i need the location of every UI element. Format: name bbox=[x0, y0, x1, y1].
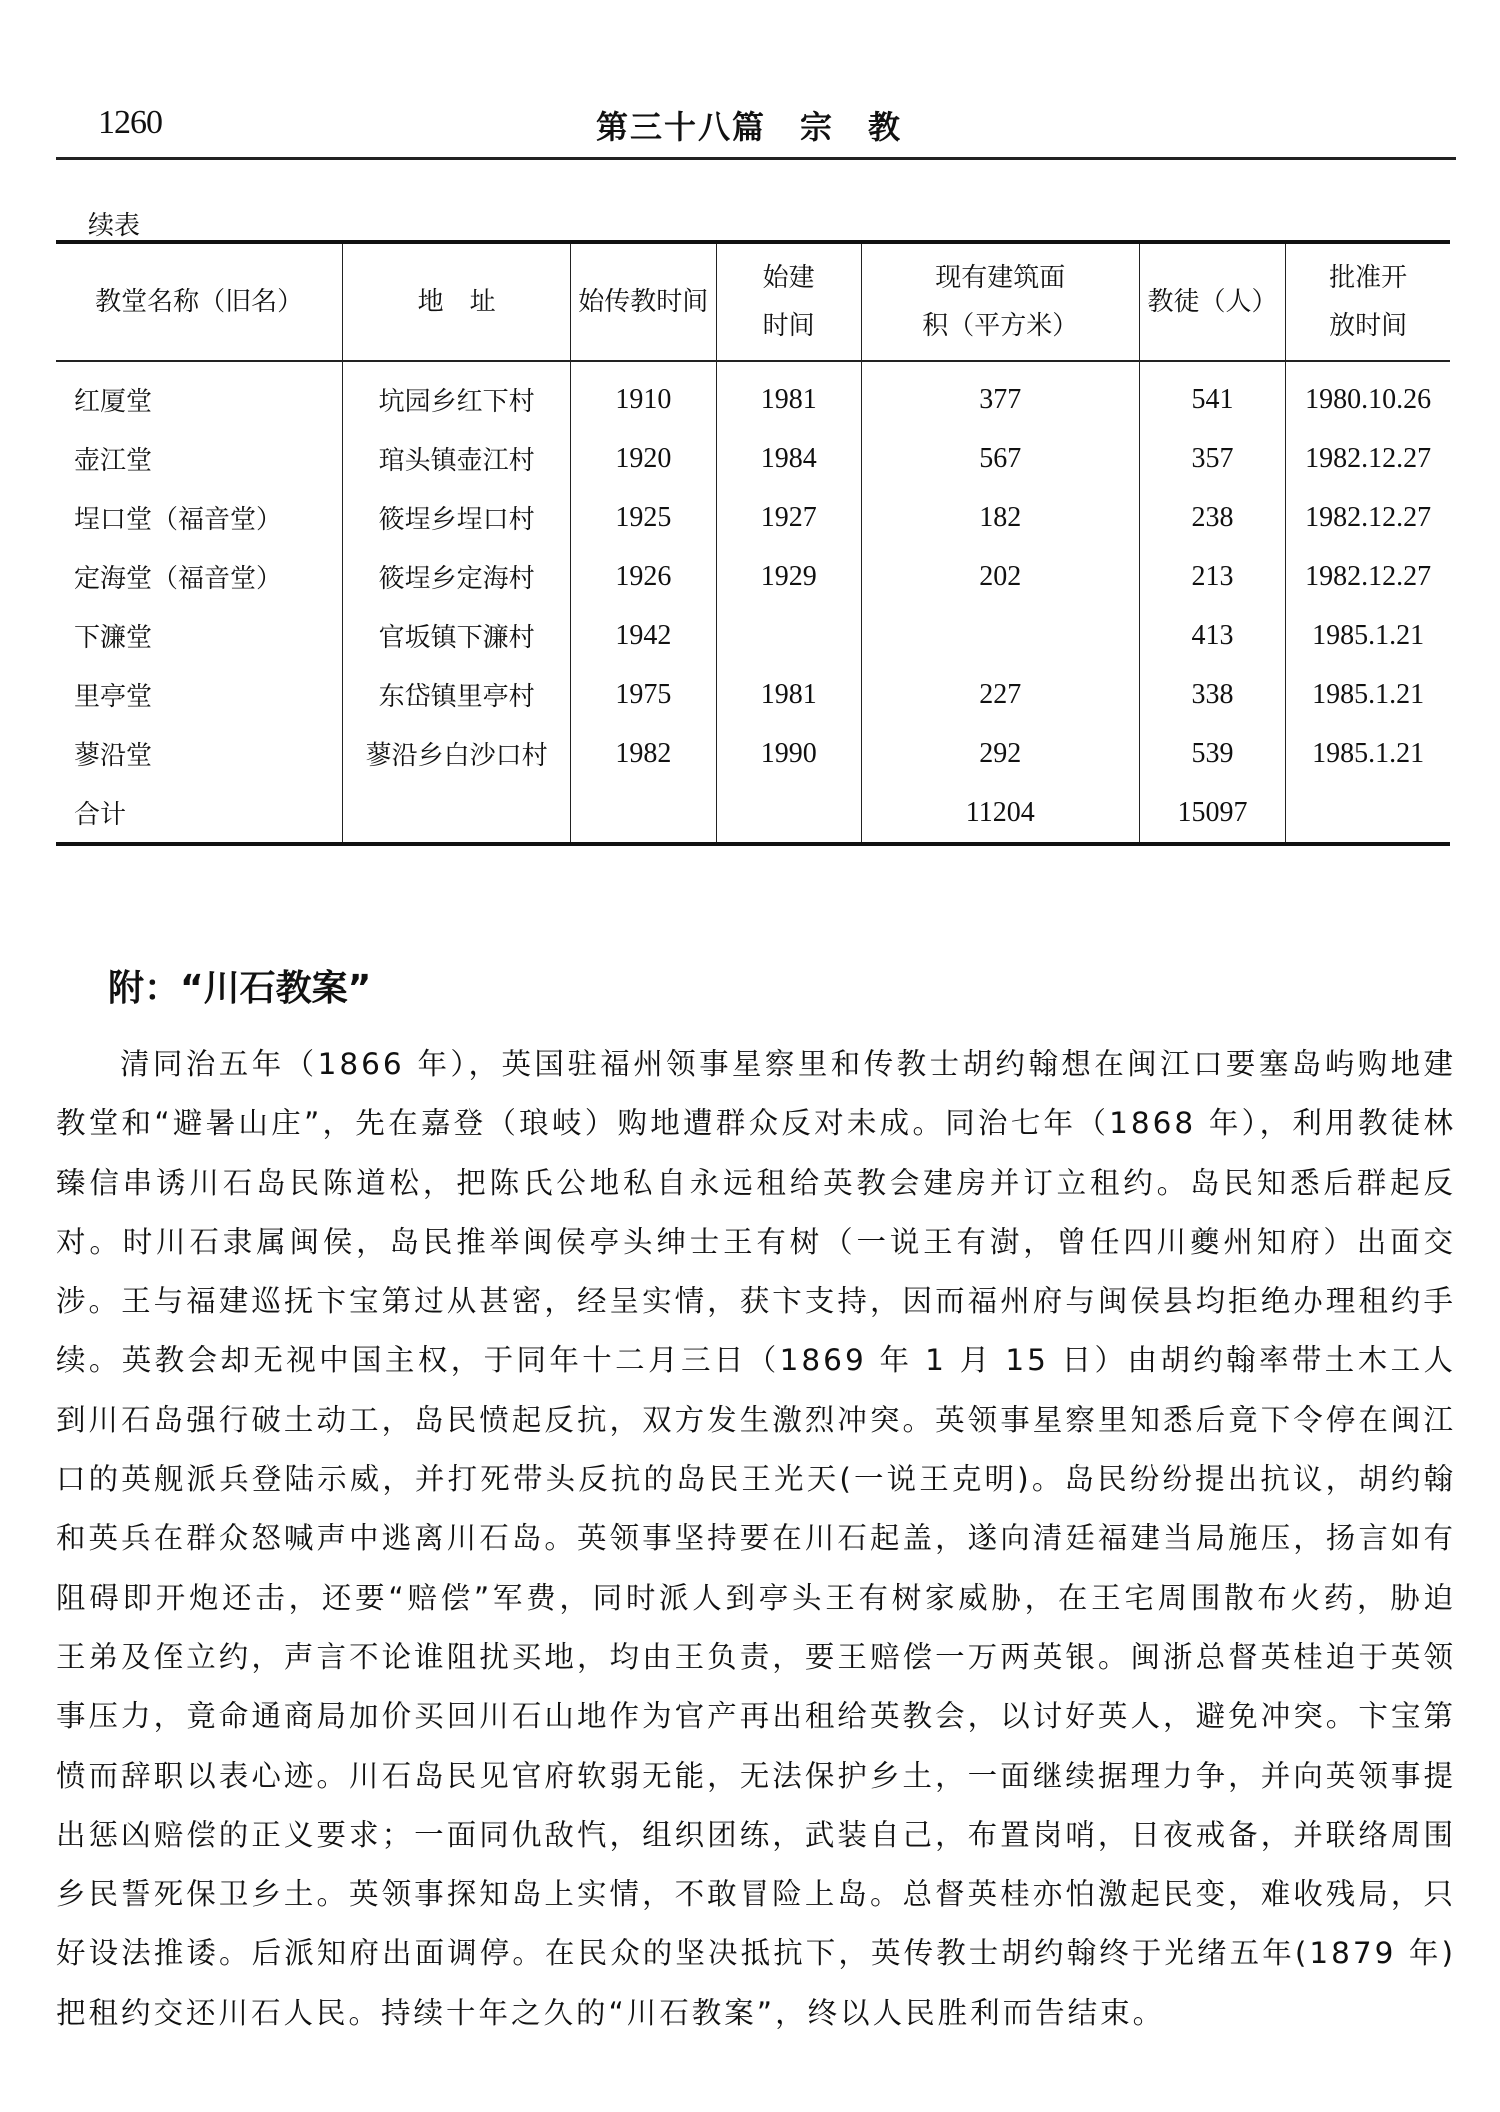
cell-address bbox=[343, 783, 571, 844]
cell-members: 413 bbox=[1139, 606, 1286, 665]
cell-name: 下濂堂 bbox=[74, 623, 153, 653]
cell-approved: 1985.1.21 bbox=[1286, 665, 1450, 724]
cell-area: 202 bbox=[861, 547, 1139, 606]
table-row bbox=[56, 665, 1450, 724]
cell-members: 338 bbox=[1139, 665, 1286, 724]
cell-area: 11204 bbox=[861, 783, 1139, 844]
table-row bbox=[56, 488, 1450, 547]
cell-built bbox=[716, 783, 861, 844]
table-row bbox=[56, 361, 1450, 429]
running-title: 第三十八篇 宗 教 bbox=[596, 108, 903, 146]
column-header-approved: 批准开 放时间 bbox=[1286, 242, 1450, 361]
cell-name: 里亭堂 bbox=[74, 682, 153, 712]
cell-area: 292 bbox=[861, 724, 1139, 783]
cell-name: 埕口堂（福音堂） bbox=[74, 505, 283, 535]
column-header-mission-start: 始传教时间 bbox=[571, 242, 716, 361]
church-table bbox=[56, 240, 1450, 846]
section-title: 附：“川石教案” bbox=[108, 968, 372, 1009]
cell-approved bbox=[1286, 783, 1450, 844]
cell-approved: 1980.10.26 bbox=[1286, 361, 1450, 429]
cell-area bbox=[861, 606, 1139, 665]
cell-built: 1981 bbox=[716, 361, 861, 429]
cell-area: 227 bbox=[861, 665, 1139, 724]
cell-address: 蓼沿乡白沙口村 bbox=[343, 724, 571, 783]
cell-address: 琯头镇壶江村 bbox=[343, 429, 571, 488]
cell-address: 筱埕乡埕口村 bbox=[343, 488, 571, 547]
cell-name: 壶江堂 bbox=[74, 446, 153, 476]
table-row bbox=[56, 606, 1450, 665]
cell-built: 1929 bbox=[716, 547, 861, 606]
cell-mission-start bbox=[571, 783, 716, 844]
cell-area: 377 bbox=[861, 361, 1139, 429]
cell-mission-start: 1910 bbox=[571, 361, 716, 429]
table-row bbox=[56, 724, 1450, 783]
column-header-members: 教徒（人） bbox=[1139, 242, 1286, 361]
cell-mission-start: 1982 bbox=[571, 724, 716, 783]
cell-mission-start: 1925 bbox=[571, 488, 716, 547]
cell-members: 539 bbox=[1139, 724, 1286, 783]
cell-members: 541 bbox=[1139, 361, 1286, 429]
cell-members: 15097 bbox=[1139, 783, 1286, 844]
cell-mission-start: 1920 bbox=[571, 429, 716, 488]
cell-built: 1981 bbox=[716, 665, 861, 724]
cell-built: 1990 bbox=[716, 724, 861, 783]
cell-mission-start: 1942 bbox=[571, 606, 716, 665]
cell-address: 东岱镇里亭村 bbox=[343, 665, 571, 724]
cell-name: 红厦堂 bbox=[74, 387, 153, 417]
cell-name: 蓼沿堂 bbox=[74, 741, 153, 771]
cell-area: 182 bbox=[861, 488, 1139, 547]
cell-name: 合计 bbox=[74, 800, 127, 830]
cell-members: 213 bbox=[1139, 547, 1286, 606]
cell-members: 238 bbox=[1139, 488, 1286, 547]
table-row bbox=[56, 547, 1450, 606]
table-total-row bbox=[56, 783, 1450, 844]
cell-approved: 1982.12.27 bbox=[1286, 429, 1450, 488]
page-header bbox=[56, 100, 1455, 156]
column-header-area: 现有建筑面 积（平方米） bbox=[861, 242, 1139, 361]
cell-address: 坑园乡红下村 bbox=[343, 361, 571, 429]
table-continuation-label: 续表 bbox=[88, 211, 141, 241]
body-paragraph: 清同治五年（1866 年），英国驻福州领事星察里和传教士胡约翰想在闽江口要塞岛屿购地建教堂和“避暑山庄”，先在嘉登（琅岐）购地遭群众反对未成。同治七年（1868 年），利用教徒林臻信串诱川石岛民陈道松，把陈氏公地私自永远租给英教会建房并订立租约。岛民知悉后群起反对。时川石隶属闽侯，岛民推举闽侯亭头绅士王有树（一说王有澍，曾任四川夔州知府）出面交涉。王与福建巡抚卞宝第过从甚密，经呈实情，获卞支持，因而福州府与闽侯县均拒绝办理租约手续。英教会却无视中国主权，于同年十二月三日（1869 年 1 月 15 日）由胡约翰率带土木工人到川石岛强行破土动工，岛民愤起反抗，双方发生激烈冲突。英领事星察里知悉后竟下令停在闽江口的英舰派兵登陆示威，并打死带头反抗的岛民王光天(一说王克明)。岛民纷纷提出抗议，胡约翰和英兵在群众怒喊声中逃离川石岛。英领事坚持要在川石起盖，遂向清廷福建当局施压，扬言如有阻碍即开炮还击，还要“赔偿”军费，同时派人到亭头王有树家威胁，在王宅周围散布火药，胁迫王弟及侄立约，声言不论谁阻扰买地，均由王负责，要王赔偿一万两英银。闽浙总督英桂迫于英领事压力，竟命通商局加价买回川石山地作为官产再出租给英教会，以讨好英人，避免冲突。卞宝第愤而辞职以表心迹。川石岛民见官府软弱无能，无法保护乡土，一面继续据理力争，并向英领事提出惩凶赔偿的正义要求；一面同仇敌忾，组织团练，武装自己，布置岗哨，日夜戒备，并联络周围乡民誓死保卫乡土。英领事探知岛上实情，不敢冒险上岛。总督英桂亦怕激起民变，难收残局，只好设法推诿。后派知府出面调停。在民众的坚决抵抗下，英传教士胡约翰终于光绪五年(1879 年) 把租约交还川石人民。持续十年之久的“川石教案”，终以人民胜利而告结束。 bbox=[56, 1047, 1456, 2030]
cell-name: 定海堂（福音堂） bbox=[74, 564, 283, 594]
cell-members: 357 bbox=[1139, 429, 1286, 488]
cell-area: 567 bbox=[861, 429, 1139, 488]
table-header-row bbox=[56, 242, 1450, 361]
cell-built: 1984 bbox=[716, 429, 861, 488]
cell-built bbox=[716, 606, 861, 665]
cell-mission-start: 1926 bbox=[571, 547, 716, 606]
cell-built: 1927 bbox=[716, 488, 861, 547]
cell-mission-start: 1975 bbox=[571, 665, 716, 724]
column-header-address: 地 址 bbox=[343, 242, 571, 361]
cell-approved: 1982.12.27 bbox=[1286, 488, 1450, 547]
cell-approved: 1985.1.21 bbox=[1286, 606, 1450, 665]
column-header-built: 始建 时间 bbox=[716, 242, 861, 361]
column-header-name: 教堂名称（旧名） bbox=[56, 242, 343, 361]
header-rule bbox=[56, 157, 1456, 160]
cell-approved: 1985.1.21 bbox=[1286, 724, 1450, 783]
cell-address: 筱埕乡定海村 bbox=[343, 547, 571, 606]
cell-address: 官坂镇下濂村 bbox=[343, 606, 571, 665]
table-row bbox=[56, 429, 1450, 488]
page-number: 1260 bbox=[98, 104, 162, 141]
cell-approved: 1982.12.27 bbox=[1286, 547, 1450, 606]
